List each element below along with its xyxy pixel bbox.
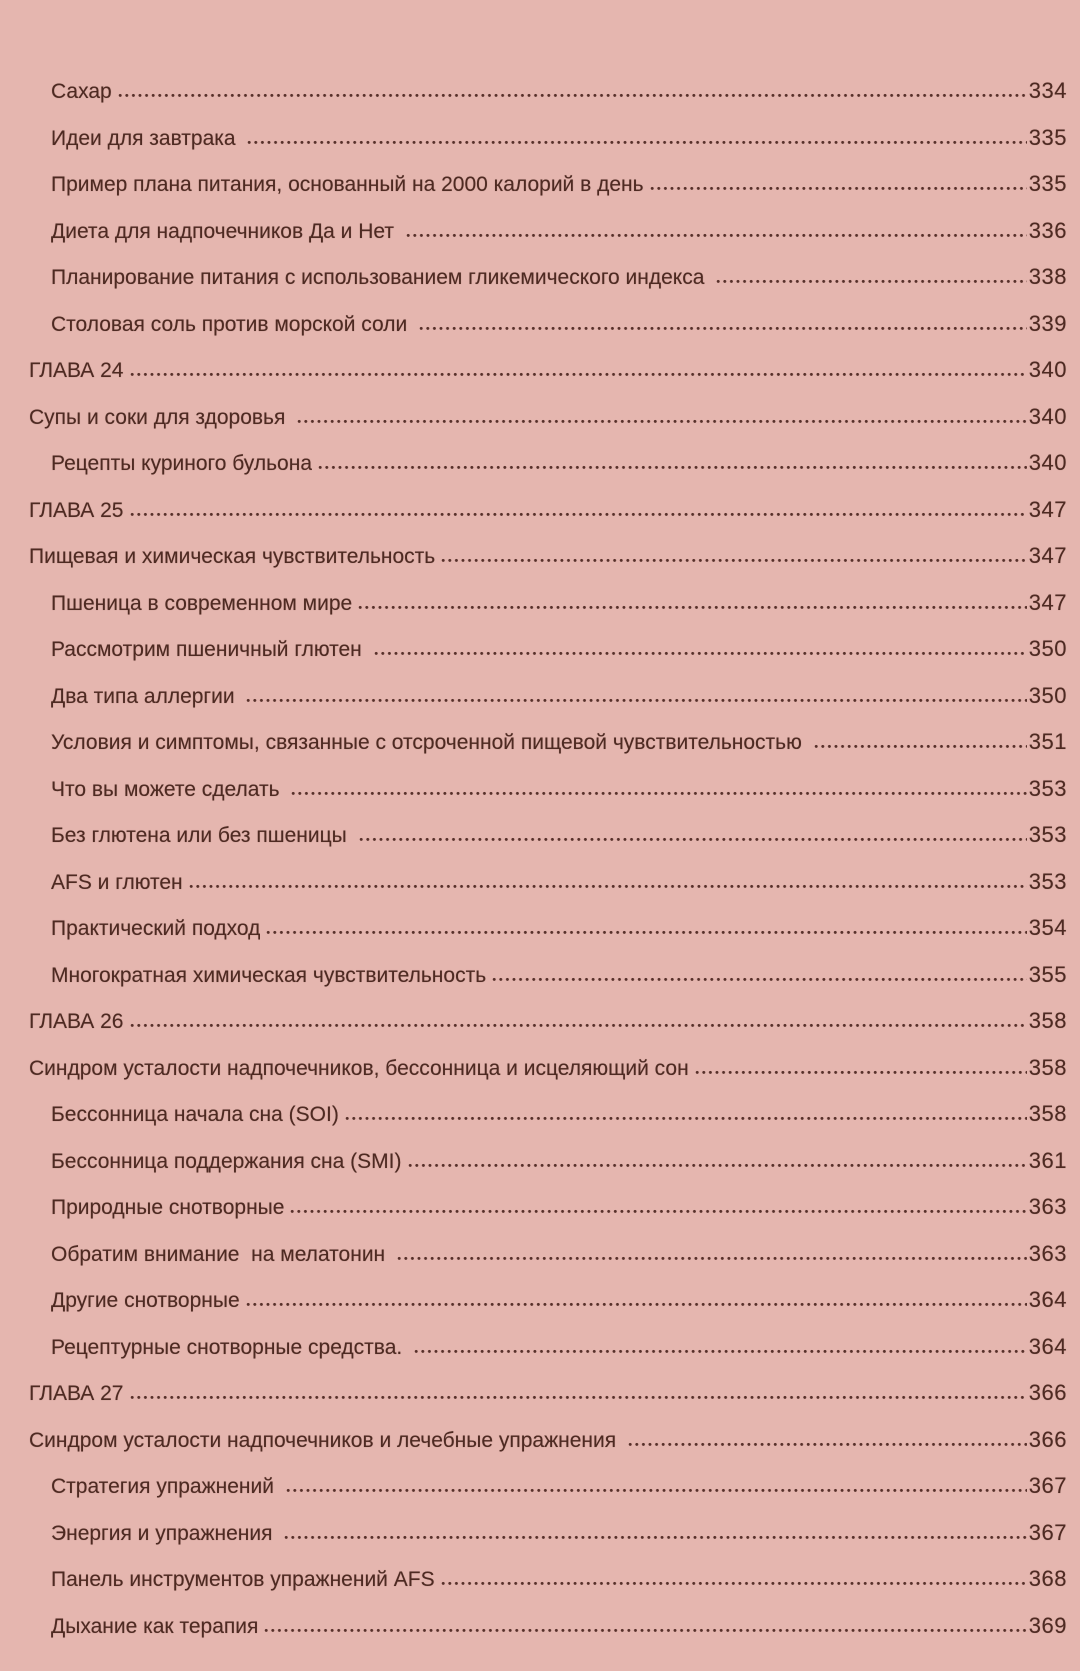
toc-entry[interactable] [29,719,1067,766]
toc-entry-page: 350 [1028,682,1067,708]
toc-entry-title: Столовая соль против морской соли [51,312,414,336]
toc-leader-dots [492,977,1027,982]
toc-leader-dots [189,884,1027,889]
toc-entry[interactable] [29,998,1067,1045]
toc-entry-title: Что вы можете сделать [51,777,286,801]
toc-entry-title: Рецептурные снотворные средства. [51,1335,409,1359]
toc-entry[interactable] [29,161,1067,208]
toc-entry-title: ГЛАВА 25 [29,498,124,522]
toc-entry-page: 363 [1028,1194,1067,1219]
toc-entry-title: Многократная химическая чувствительность [51,963,487,987]
toc-entry-title: Панель инструментов упражнений AFS [51,1568,435,1591]
toc-leader-dots [441,558,1027,563]
toc-entry[interactable] [29,1324,1067,1371]
toc-leader-dots [246,1302,1027,1307]
toc-leader-dots [695,1070,1027,1075]
toc-entry-title: Другие снотворные [51,1289,240,1312]
toc-entry-page: 347 [1028,543,1067,568]
toc-leader-dots [374,651,1027,656]
toc-entry-page: 340 [1028,403,1067,429]
toc-entry-title: Идеи для завтрака [51,126,242,150]
toc-leader-dots [297,419,1027,424]
toc-leader-dots [814,744,1027,749]
toc-leader-dots [628,1442,1027,1447]
toc-entry-page: 347 [1028,496,1067,522]
toc-leader-dots [397,1256,1027,1261]
toc-leader-dots [441,1581,1027,1586]
toc-entry[interactable] [29,812,1067,859]
toc-leader-dots [419,326,1027,331]
toc-leader-dots [291,791,1026,796]
toc-entry-title: Планирование питания с использованием гликемического индекса [51,266,711,289]
toc-entry-page: 340 [1028,357,1067,382]
toc-entry-page: 363 [1028,1240,1067,1266]
toc-leader-dots [408,1163,1027,1168]
toc-leader-dots [358,605,1027,610]
toc-entry[interactable] [29,68,1067,115]
toc-leader-dots [414,1349,1027,1354]
toc-entry-page: 335 [1028,124,1067,150]
toc-leader-dots [118,93,1027,98]
toc-entry[interactable] [29,1277,1067,1324]
toc-leader-dots [650,186,1027,191]
toc-entry[interactable] [29,905,1067,952]
toc-entry[interactable] [29,1603,1067,1650]
toc-entry-page: 353 [1028,775,1067,801]
toc-leader-dots [286,1488,1027,1493]
toc-entry-page: 367 [1028,1473,1067,1498]
toc-leader-dots [406,233,1027,238]
toc-entry-page: 364 [1028,1287,1067,1312]
toc-entry[interactable] [29,301,1067,348]
toc-entry-title: Супы и соки для здоровья [29,405,292,429]
toc-leader-dots [290,1209,1026,1214]
toc-entry[interactable] [29,1045,1067,1092]
toc-leader-dots [247,140,1026,145]
toc-entry-title: Синдром усталости надпочечников, бессонница и исцеляющий сон [29,1056,689,1080]
toc-leader-dots [284,1535,1026,1540]
toc-leader-dots [345,1116,1027,1121]
toc-entry-title: Энергия и упражнения [51,1521,279,1545]
toc-entry-title: Пищевая и химическая чувствительность [29,545,436,568]
toc-entry-title: Сахар [51,80,112,103]
toc-entry[interactable] [29,1231,1067,1278]
toc-entry-page: 361 [1028,1147,1067,1173]
toc-list [29,68,1067,1649]
toc-entry-page: 350 [1028,636,1067,661]
toc-leader-dots [130,512,1027,517]
toc-entry[interactable] [29,766,1067,813]
toc-entry-page: 366 [1028,1426,1067,1452]
toc-entry-page: 354 [1028,915,1067,940]
toc-entry-title: ГЛАВА 27 [29,1382,124,1405]
toc-entry-page: 338 [1028,264,1067,289]
toc-entry-page: 334 [1028,78,1067,103]
toc-entry-page: 339 [1028,310,1067,336]
toc-entry-page: 335 [1028,171,1067,196]
toc-entry-title: Природные снотворные [51,1196,285,1219]
toc-entry-title: Бессонница поддержания сна (SMI) [51,1149,402,1173]
toc-entry-title: Без глютена или без пшеницы [51,824,353,847]
toc-leader-dots [318,465,1027,470]
toc-leader-dots [264,1628,1026,1633]
toc-entry-page: 366 [1028,1380,1067,1405]
toc-entry[interactable] [29,487,1067,534]
toc-entry-page: 368 [1028,1566,1067,1591]
toc-entry-title: AFS и глютен [51,870,183,894]
toc-entry-page: 367 [1028,1519,1067,1545]
toc-entry-page: 358 [1028,1008,1067,1033]
toc-entry-title: Рассмотрим пшеничный глютен [51,638,368,661]
toc-entry-page: 358 [1028,1054,1067,1080]
toc-leader-dots [266,930,1026,935]
toc-entry[interactable] [29,1138,1067,1185]
toc-leader-dots [359,837,1027,842]
toc-entry-page: 336 [1028,217,1067,243]
toc-entry-page: 369 [1028,1612,1067,1638]
toc-entry[interactable] [29,1510,1067,1557]
toc-entry-title: Бессонница начала сна (SOI) [51,1103,339,1126]
toc-entry[interactable] [29,208,1067,255]
toc-entry[interactable] [29,394,1067,441]
toc-entry-title: Стратегия упражнений [51,1475,280,1498]
toc-entry-page: 347 [1028,589,1067,615]
toc-entry-page: 340 [1028,450,1067,475]
toc-leader-dots [130,372,1027,377]
toc-entry[interactable] [29,1091,1067,1138]
toc-entry-page: 353 [1028,822,1067,847]
toc-entry[interactable] [29,952,1067,999]
toc-entry-page: 351 [1028,729,1067,754]
toc-entry-title: ГЛАВА 24 [29,359,124,382]
toc-entry-title: Условия и симптомы, связанные с отсроченной пищевой чувствительностью [51,731,808,754]
toc-entry[interactable] [29,673,1067,720]
toc-entry[interactable] [29,580,1067,627]
toc-entry-title: Обратим внимание на мелатонин [51,1242,391,1266]
toc-entry-title: Синдром усталости надпочечников и лечебные упражнения [29,1428,622,1452]
toc-entry[interactable] [29,1463,1067,1510]
toc-entry[interactable] [29,347,1067,394]
toc-entry[interactable] [29,1417,1067,1464]
toc-entry[interactable] [29,115,1067,162]
toc-entry[interactable] [29,1556,1067,1603]
toc-leader-dots [130,1023,1027,1028]
toc-entry-title: Дыхание как терапия [51,1614,259,1638]
toc-entry-title: Пример плана питания, основанный на 2000 калорий в день [51,173,644,196]
toc-leader-dots [246,698,1026,703]
toc-entry[interactable] [29,1184,1067,1231]
toc-entry[interactable] [29,859,1067,906]
toc-entry[interactable] [29,440,1067,487]
toc-entry[interactable] [29,254,1067,301]
toc-entry[interactable] [29,533,1067,580]
toc-entry[interactable] [29,1370,1067,1417]
toc-entry-title: Практический подход [51,917,261,940]
toc-leader-dots [716,279,1027,284]
toc-entry-page: 364 [1028,1333,1067,1359]
toc-entry-page: 358 [1028,1101,1067,1126]
toc-entry-title: Рецепты куриного бульона [51,452,312,475]
toc-entry-title: Два типа аллергии [51,684,241,708]
toc-entry-title: ГЛАВА 26 [29,1010,124,1033]
toc-leader-dots [130,1395,1027,1400]
toc-entry-title: Диета для надпочечников Да и Нет [51,219,400,243]
toc-entry[interactable] [29,626,1067,673]
toc-entry-title: Пшеница в современном мире [51,591,353,615]
toc-entry-page: 355 [1028,961,1067,987]
toc-entry-page: 353 [1028,868,1067,894]
